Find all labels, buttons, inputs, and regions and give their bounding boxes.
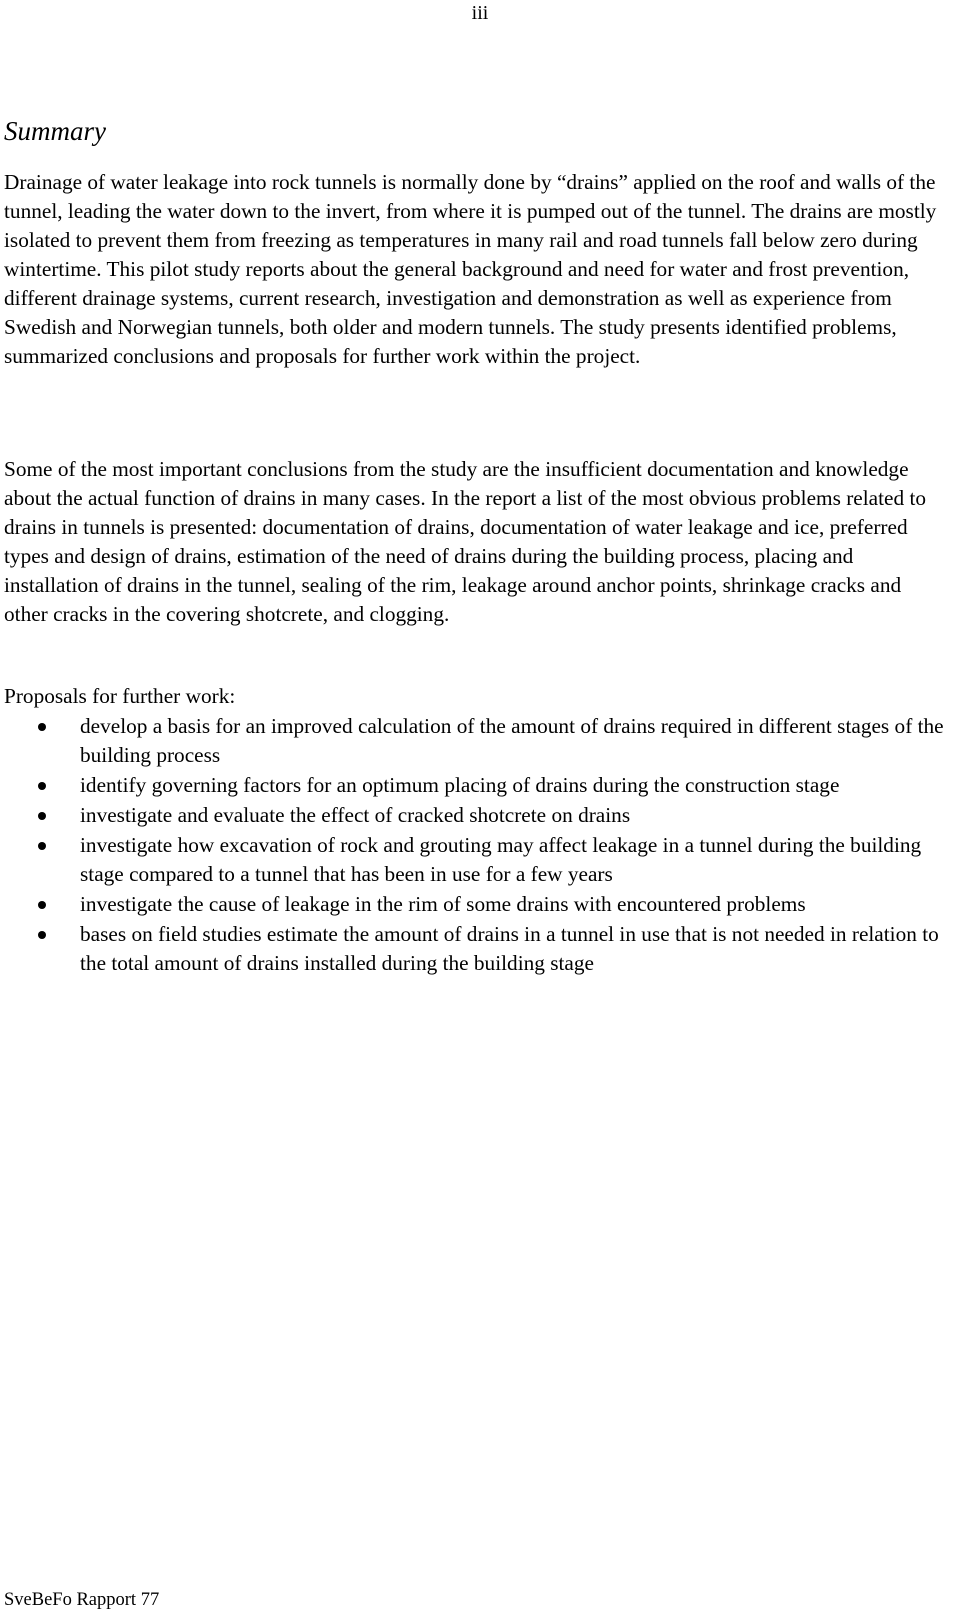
list-item-text: investigate and evaluate the effect of cracked shotcrete on drains <box>80 803 631 827</box>
bullet-icon <box>38 901 46 909</box>
bullet-icon <box>38 812 46 820</box>
list-item <box>0 771 950 800</box>
bullet-icon <box>38 931 46 939</box>
page-title: Summary <box>4 116 106 147</box>
list-item <box>0 831 950 889</box>
list-item-text: identify governing factors for an optimum placing of drains during the construction stage <box>80 773 840 797</box>
bullet-icon <box>38 782 46 790</box>
summary-paragraph-1: Drainage of water leakage into rock tunnels is normally done by “drains” applied on the roof and walls of the tunnel, leading the water down to the invert, from where it is pumped out of the tunnel. The drains are mostly isolated to prevent them from freezing as temperatures in many rail and road tunnels fall below zero during wintertime. This pilot study reports about the general background and need for water and frost prevention, different drainage systems, current research, investigation and demonstration as well as experience from Swedish and Norwegian tunnels, both older and modern tunnels. The study presents identified problems, summarized conclusions and proposals for further work within the project. <box>4 170 937 368</box>
bullet-icon <box>38 842 46 850</box>
proposals-intro: Proposals for further work: <box>4 684 236 708</box>
list-item <box>0 920 950 978</box>
proposals-list <box>0 712 950 978</box>
list-item <box>0 890 950 919</box>
list-item-text: develop a basis for an improved calculation of the amount of drains required in different stages of the building process <box>80 714 944 767</box>
list-item <box>0 801 950 830</box>
list-item-text: bases on field studies estimate the amount of drains in a tunnel in use that is not needed in relation to the total amount of drains installed during the building stage <box>80 922 939 975</box>
page-number: iii <box>471 2 489 24</box>
list-item <box>0 712 950 770</box>
bullet-icon <box>38 723 46 731</box>
list-item-text: investigate the cause of leakage in the rim of some drains with encountered problems <box>80 892 806 916</box>
list-item-text: investigate how excavation of rock and grouting may affect leakage in a tunnel during the building stage compared to a tunnel that has been in use for a few years <box>80 833 922 886</box>
summary-paragraph-2: Some of the most important conclusions from the study are the insufficient documentation and knowledge about the actual function of drains in many cases. In the report a list of the most obvious problems related to drains in tunnels is presented: documentation of drains, documentation of water leakage and ice, preferred types and design of drains, estimation of the need of drains during the building process, placing and installation of drains in the tunnel, sealing of the rim, leakage around anchor points, shrinkage cracks and other cracks in the covering shotcrete, and clogging. <box>4 457 927 626</box>
footer-report-label: SveBeFo Rapport 77 <box>4 1590 160 1610</box>
